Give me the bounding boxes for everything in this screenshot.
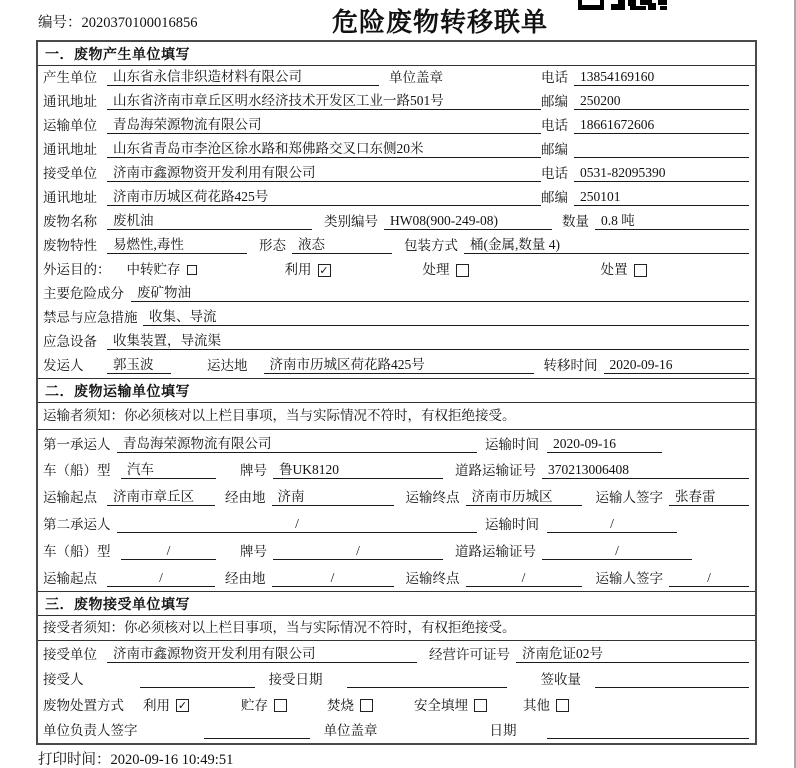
form-field: 液态 [292, 237, 392, 254]
transporter-zip-field [574, 141, 749, 158]
terminal1-field: 济南市历城区 [466, 489, 582, 506]
disposal-label: 废物处置方式 [43, 697, 124, 713]
disposal-option-incinerate: 焚烧 [327, 698, 373, 714]
section-receiver [38, 591, 755, 743]
category-field: HW08(900-249-08) [384, 213, 552, 230]
hazard-row [38, 282, 755, 306]
receiver-notice-text: 你必须核对以上栏目事项，当与实际情况不符时，有权拒绝接受。 [124, 620, 516, 636]
via-label: 经由地 [225, 490, 266, 506]
receiver-phone-field: 0531-82095390 [574, 165, 749, 182]
checkbox-disposal-storage [274, 699, 287, 712]
packing-label: 包装方式 [404, 238, 458, 253]
receiver-address-field: 济南市历城区荷花路425号 [107, 189, 541, 206]
disposal-option-landfill: 安全填埋 [414, 698, 487, 714]
producer-phone-label: 电话 [541, 70, 568, 85]
transporter-phone-label: 电话 [541, 118, 568, 133]
amount-field [595, 671, 749, 688]
doc-number-value: 2020370100016856 [81, 15, 198, 31]
producer-row [38, 66, 755, 90]
receiver-address-row [38, 186, 755, 210]
taboo-row [38, 306, 755, 330]
producer-zip-field: 250200 [574, 93, 749, 110]
plate1-field: 鲁UK8120 [273, 462, 443, 479]
purpose-row [38, 258, 755, 282]
vehicle1-row [38, 457, 755, 484]
checkbox-dispose [634, 264, 647, 277]
disposal-option-other: 其他 [523, 698, 569, 714]
section1-title: 一．废物产生单位填写 [38, 42, 755, 66]
date-field [547, 722, 750, 739]
checkbox-utilize-checked: ✓ [319, 263, 329, 277]
accept-unit-label: 接受单位 [43, 646, 97, 662]
transporter-sign-label: 运输人签字 [595, 490, 663, 506]
terminal-label: 运输终点 [405, 490, 460, 506]
accept-unit-row [38, 641, 755, 666]
unit-stamp-label: 单位盖章 [323, 723, 378, 738]
acceptor-row [38, 667, 755, 692]
quantity-field: 0.8 吨 [595, 213, 749, 230]
plate2-field: / [273, 543, 443, 560]
transporter-field: 青岛海荣源物流有限公司 [107, 117, 541, 134]
transporter-notice-row [38, 403, 755, 430]
accept-unit-field: 济南市鑫源物资开发利用有限公司 [107, 646, 417, 663]
transporter-row [38, 114, 755, 138]
waste-name-label: 废物名称 [43, 214, 97, 229]
receiver-zip-field: 250101 [574, 189, 749, 206]
receiver-row [38, 162, 755, 186]
producer-phone-field: 13854169160 [574, 69, 749, 86]
plate-label: 牌号 [240, 463, 267, 479]
transfer-time-field: 2020-09-16 [604, 357, 750, 374]
accept-date-label: 接受日期 [268, 672, 323, 688]
disposal-row [38, 692, 755, 717]
receiver-field: 济南市鑫源物资开发利用有限公司 [107, 165, 541, 182]
print-time [38, 748, 233, 768]
receiver-phone-label: 电话 [541, 166, 568, 181]
via-label: 经由地 [225, 570, 266, 586]
manager-sign-label: 单位负责人签字 [43, 723, 138, 738]
route2-row [38, 564, 755, 591]
via1-field: 济南 [272, 489, 394, 506]
transporter-address-row [38, 138, 755, 162]
section-producer [38, 42, 755, 378]
permit-field: 济南危证02号 [516, 646, 749, 663]
purpose-option-transfer-storage: 中转贮存 [127, 262, 197, 278]
doc-number-label: 编号： [38, 15, 82, 31]
producer-field: 山东省永信非织造材料有限公司 [107, 69, 379, 86]
accept-date-field [347, 671, 507, 688]
plate-label: 牌号 [240, 544, 267, 560]
vehicle1-field: 汽车 [121, 462, 216, 479]
license-label: 道路运输证号 [455, 463, 536, 479]
receiver-notice-label: 接受者须知： [43, 620, 124, 636]
carrier1-field: 青岛海荣源物流有限公司 [117, 436, 477, 453]
acceptor-field [140, 671, 255, 688]
amount-label: 签收量 [540, 672, 581, 688]
vehicle2-row [38, 537, 755, 564]
shipper-field: 郭玉波 [107, 357, 171, 374]
taboo-field: 收集、导流 [143, 309, 749, 326]
license-label: 道路运输证号 [455, 544, 536, 560]
producer-label: 产生单位 [43, 70, 97, 85]
packing-field: 桶(金属,数量 4) [464, 237, 749, 254]
via2-field: / [272, 570, 394, 587]
address-label: 通讯地址 [43, 190, 97, 205]
waste-name-row [38, 210, 755, 234]
acceptor-label: 接受人 [43, 672, 84, 688]
quantity-label: 数量 [562, 214, 589, 229]
purpose-option-dispose: 处置 [601, 262, 647, 278]
vehicle-label: 车（船）型 [43, 463, 111, 479]
print-time-label: 打印时间： [38, 752, 111, 768]
print-time-value: 2020-09-16 10:49:51 [110, 752, 234, 768]
terminal-label: 运输终点 [405, 570, 460, 586]
checkbox-disposal-other [556, 699, 569, 712]
category-label: 类别编号 [324, 214, 378, 229]
transporter-label: 运输单位 [43, 118, 97, 133]
manager-sign-row [38, 718, 755, 743]
form-label: 形态 [259, 238, 286, 253]
permit-label: 经营许可证号 [429, 646, 510, 662]
carrier1-label: 第一承运人 [43, 436, 111, 452]
vehicle2-field: / [121, 543, 216, 560]
section-transporter [38, 378, 755, 591]
terminal2-field: / [466, 570, 582, 587]
producer-address-field: 山东省济南市章丘区明水经济技术开发区工业一路501号 [107, 93, 541, 110]
checkbox-disposal-utilize-checked: ✓ [177, 699, 188, 713]
manager-sign-field [204, 722, 310, 739]
section3-title: 三．废物接受单位填写 [38, 592, 755, 616]
transporter-address-field: 山东省青岛市李沧区徐水路和郑佛路交叉口东侧20米 [107, 141, 541, 158]
transporter-sign-label: 运输人签字 [595, 570, 663, 586]
doc-number [38, 11, 198, 32]
checkbox-treat [456, 264, 469, 277]
route1-row [38, 483, 755, 510]
transporter-notice-label: 运输者须知： [43, 407, 124, 423]
equipment-row [38, 330, 755, 354]
carrier2-row [38, 510, 755, 537]
origin1-field: 济南市章丘区 [107, 489, 215, 506]
checkbox-transfer-storage [187, 265, 197, 275]
purpose-option-utilize: 利用 ✓ [284, 262, 329, 277]
sign1-field: 张春雷 [669, 489, 749, 506]
origin-label: 运输起点 [43, 490, 97, 506]
date-label: 日期 [489, 723, 517, 738]
vehicle-label: 车（船）型 [43, 544, 111, 560]
origin-label: 运输起点 [43, 570, 97, 586]
character-field: 易燃性,毒性 [107, 237, 247, 254]
disposal-option-storage: 贮存 [241, 698, 287, 714]
license2-field: / [542, 543, 692, 560]
section2-title: 二．废物运输单位填写 [38, 379, 755, 403]
destination-label: 运达地 [207, 358, 248, 373]
license1-field: 370213006408 [542, 462, 749, 479]
manifest-form [36, 40, 757, 745]
carrier2-field: / [117, 516, 477, 533]
hazard-label: 主要危险成分 [43, 286, 124, 301]
transporter-zip-label: 邮编 [541, 142, 568, 157]
waste-character-row [38, 234, 755, 258]
address-label: 通讯地址 [43, 94, 97, 109]
transporter-notice-text: 你必须核对以上栏目事项，当与实际情况不符时，有权拒绝接受。 [124, 407, 516, 423]
equipment-field: 收集装置，导流渠 [107, 333, 749, 350]
stamp-label: 单位盖章 [389, 70, 443, 85]
disposal-option-utilize: 利用 ✓ [143, 697, 188, 713]
address-label: 通讯地址 [43, 142, 97, 157]
shipper-row [38, 354, 755, 378]
receiver-notice-row [38, 616, 755, 641]
character-label: 废物特性 [43, 238, 97, 253]
transport-time-label: 运输时间 [485, 517, 539, 533]
checkbox-disposal-landfill [474, 699, 487, 712]
receiver-zip-label: 邮编 [541, 190, 568, 205]
receiver-label: 接受单位 [43, 166, 97, 181]
carrier1-row [38, 430, 755, 457]
purpose-option-treat: 处理 [423, 262, 469, 278]
transfer-time-label: 转移时间 [543, 358, 598, 373]
carrier2-label: 第二承运人 [43, 517, 111, 533]
waste-name-field: 废机油 [107, 213, 312, 230]
page-title: 危险废物转移联单 [332, 8, 549, 37]
purpose-label: 外运目的： [43, 262, 111, 277]
shipper-label: 发运人 [43, 358, 84, 373]
destination-field: 济南市历城区荷花路425号 [264, 357, 534, 374]
taboo-label: 禁忌与应急措施 [43, 310, 138, 325]
transport-time1-field: 2020-09-16 [547, 436, 662, 453]
sign2-field: / [669, 570, 749, 587]
hazard-field: 废矿物油 [131, 285, 749, 302]
checkbox-disposal-incinerate [360, 699, 373, 712]
equipment-label: 应急设备 [43, 334, 97, 349]
transport-time-label: 运输时间 [485, 436, 539, 452]
transporter-phone-field: 18661672606 [574, 117, 749, 134]
transport-time2-field: / [547, 516, 677, 533]
producer-address-row [38, 90, 755, 114]
origin2-field: / [107, 570, 215, 587]
producer-zip-label: 邮编 [541, 94, 568, 109]
qr-code-fragment [578, 0, 668, 12]
